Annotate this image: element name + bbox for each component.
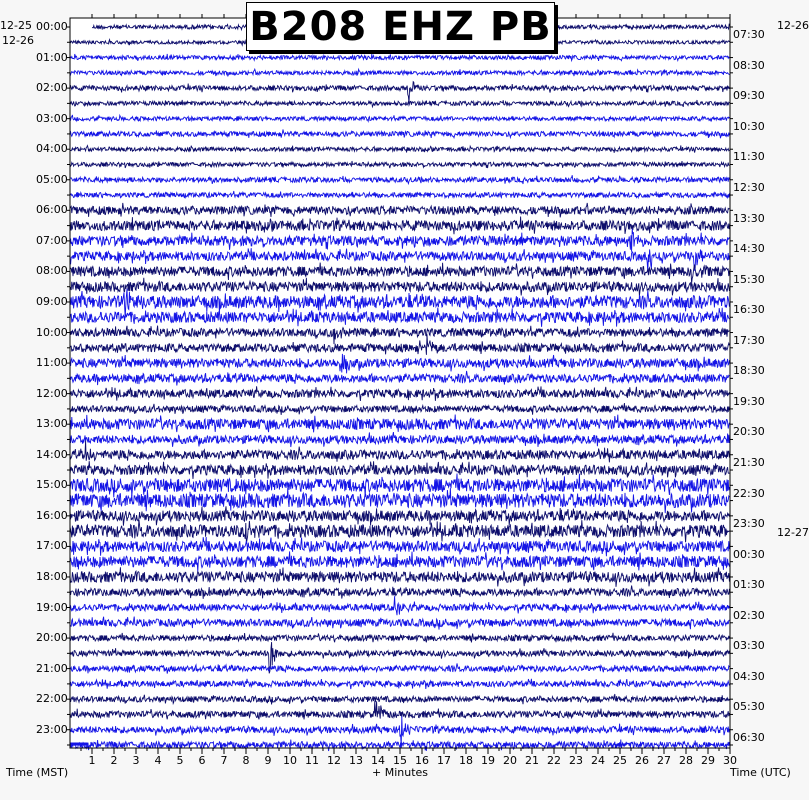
left-time-label: 17:00 xyxy=(36,539,68,553)
x-tick-label-10: 10 xyxy=(283,754,297,767)
x-tick-label-8: 8 xyxy=(242,754,250,767)
right-time-label: 08:30 xyxy=(733,58,765,72)
right-time-label: 17:30 xyxy=(733,333,765,347)
x-tick-label-20: 20 xyxy=(503,754,517,767)
x-tick-label-3: 3 xyxy=(132,754,140,767)
right-time-label: 21:30 xyxy=(733,456,765,470)
x-tick-label-29: 29 xyxy=(701,754,715,767)
right-time-label: 14:30 xyxy=(733,242,765,256)
left-time-label: 14:00 xyxy=(36,447,68,461)
right-time-label: 20:30 xyxy=(733,425,765,439)
left-time-label: 10:00 xyxy=(36,325,68,339)
right-time-label: 22:30 xyxy=(733,486,765,500)
x-tick-label-28: 28 xyxy=(679,754,693,767)
left-time-label: 12:00 xyxy=(36,386,68,400)
left-time-label: 16:00 xyxy=(36,508,68,522)
left-time-label: 13:00 xyxy=(36,417,68,431)
left-time-label: 07:00 xyxy=(36,233,68,247)
right-time-label: 05:30 xyxy=(733,700,765,714)
x-tick-label-7: 7 xyxy=(220,754,228,767)
right-time-label: 03:30 xyxy=(733,639,765,653)
right-time-label: 07:30 xyxy=(733,28,765,42)
right-time-label: 04:30 xyxy=(733,669,765,683)
left-time-label: 21:00 xyxy=(36,661,68,675)
right-time-label: 10:30 xyxy=(733,119,765,133)
x-tick-label-14: 14 xyxy=(371,754,385,767)
right-time-label: 12:30 xyxy=(733,181,765,195)
x-tick-label-12: 12 xyxy=(327,754,341,767)
left-axis-title: Time (MST) xyxy=(6,766,69,779)
x-tick-label-26: 26 xyxy=(635,754,649,767)
x-tick-label-19: 19 xyxy=(481,754,495,767)
left-time-label: 19:00 xyxy=(36,600,68,614)
left-time-label: 04:00 xyxy=(36,142,68,156)
x-tick-label-4: 4 xyxy=(154,754,162,767)
left-time-label: 20:00 xyxy=(36,631,68,645)
x-tick-label-9: 9 xyxy=(264,754,272,767)
x-tick-label-30: 30 xyxy=(723,754,737,767)
station-title: B208 EHZ PB xyxy=(246,2,555,51)
left-time-label: 15:00 xyxy=(36,478,68,492)
left-start-date-label: 12-26 xyxy=(2,34,34,47)
right-time-label: 15:30 xyxy=(733,272,765,286)
x-tick-label-18: 18 xyxy=(459,754,473,767)
right-time-label: 01:30 xyxy=(733,578,765,592)
left-time-label: 00:00 xyxy=(36,20,68,33)
x-tick-label-15: 15 xyxy=(393,754,407,767)
bottom-axis-title: + Minutes xyxy=(372,766,429,779)
left-time-label: 06:00 xyxy=(36,203,68,217)
right-time-label: 00:30 xyxy=(733,547,765,561)
x-tick-label-11: 11 xyxy=(305,754,319,767)
x-tick-label-21: 21 xyxy=(525,754,539,767)
left-time-label: 05:00 xyxy=(36,172,68,186)
right-top-date-label: 12-26 xyxy=(777,19,809,32)
x-tick-label-24: 24 xyxy=(591,754,605,767)
right-mid-date-label: 12-27 xyxy=(777,526,809,539)
x-tick-label-23: 23 xyxy=(569,754,583,767)
x-tick-label-1: 1 xyxy=(88,754,96,767)
x-tick-label-22: 22 xyxy=(547,754,561,767)
left-top-date-label: 12-25 xyxy=(0,19,32,32)
x-tick-label-13: 13 xyxy=(349,754,363,767)
left-time-label: 02:00 xyxy=(36,81,68,95)
right-time-label: 18:30 xyxy=(733,364,765,378)
right-time-label: 06:30 xyxy=(733,731,765,744)
right-time-label: 19:30 xyxy=(733,394,765,408)
right-time-label: 13:30 xyxy=(733,211,765,225)
x-tick-label-17: 17 xyxy=(437,754,451,767)
x-tick-label-5: 5 xyxy=(176,754,184,767)
left-time-label: 01:00 xyxy=(36,50,68,64)
left-time-label: 22:00 xyxy=(36,692,68,706)
left-time-label: 08:00 xyxy=(36,264,68,278)
left-time-label: 09:00 xyxy=(36,294,68,308)
right-time-label: 02:30 xyxy=(733,608,765,622)
x-tick-label-2: 2 xyxy=(110,754,118,767)
left-time-label: 11:00 xyxy=(36,356,68,370)
right-time-label: 23:30 xyxy=(733,517,765,531)
right-time-label: 09:30 xyxy=(733,89,765,103)
left-time-label: 03:00 xyxy=(36,111,68,125)
right-axis-title: Time (UTC) xyxy=(730,766,791,779)
x-tick-label-25: 25 xyxy=(613,754,627,767)
right-time-label: 16:30 xyxy=(733,303,765,317)
x-tick-label-6: 6 xyxy=(198,754,206,767)
left-time-label: 18:00 xyxy=(36,569,68,583)
x-tick-label-27: 27 xyxy=(657,754,671,767)
left-time-label: 23:00 xyxy=(36,722,68,736)
x-tick-label-16: 16 xyxy=(415,754,429,767)
right-time-label: 11:30 xyxy=(733,150,765,164)
